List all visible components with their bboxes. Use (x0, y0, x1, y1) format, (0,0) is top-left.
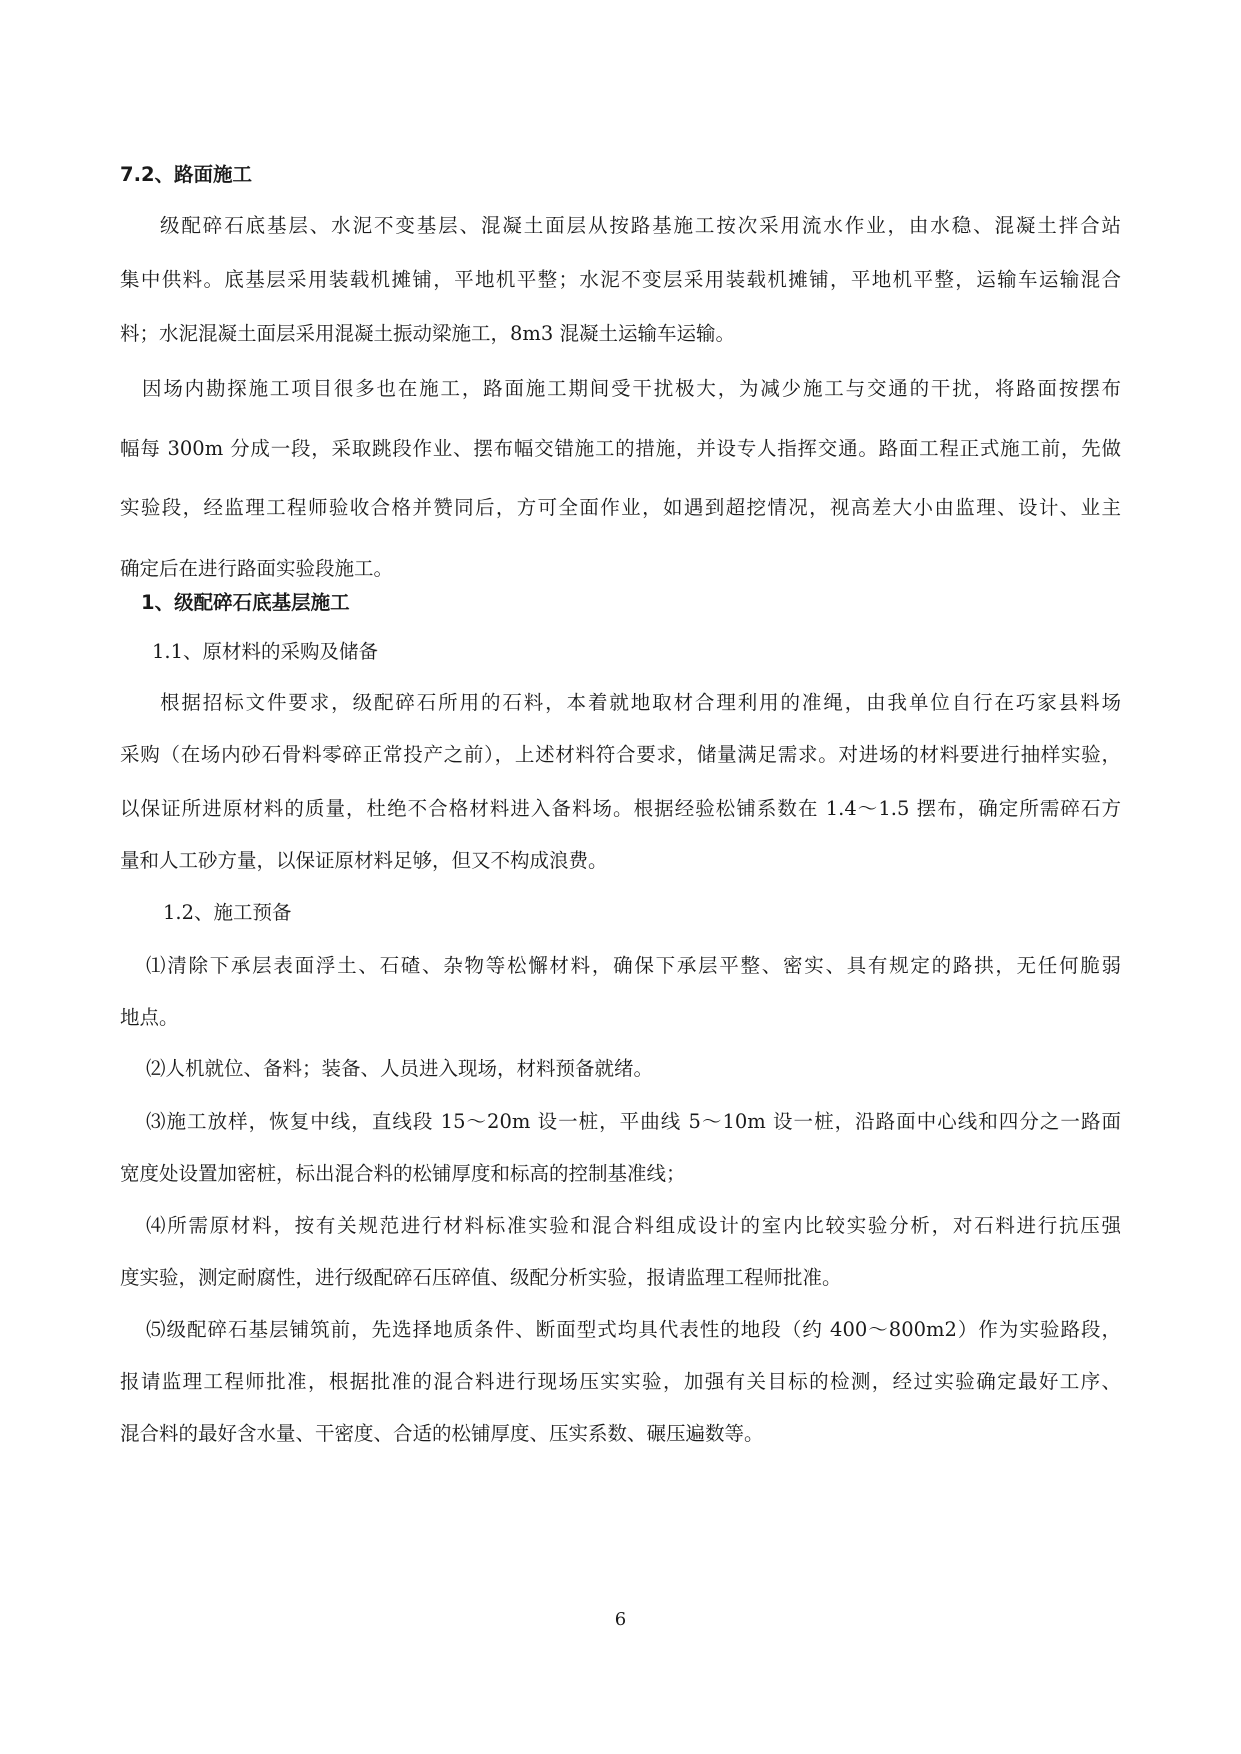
list-item-line: 地点。 (120, 1006, 179, 1029)
sub-heading-1-1: 1.1、原材料的采购及储备 (152, 640, 379, 663)
list-item-line: 混合料的最好含水量、干密度、合适的松铺厚度、压实系数、碾压遍数等。 (120, 1422, 764, 1445)
paragraph-line: 采购（在场内砂石骨料零碎正常投产之前），上述材料符合要求，储量满足需求。对进场的材料要进行抽样实验， (120, 743, 1121, 766)
paragraph-line: 幅每 300m 分成一段，采取跳段作业、摆布幅交错施工的措施，并设专人指挥交通。路面工程正式施工前，先做 (120, 437, 1121, 460)
list-item-line: 度实验，测定耐腐性，进行级配碎石压碎值、级配分析实验，报请监理工程师批准。 (120, 1266, 842, 1289)
paragraph-line: 量和人工砂方量，以保证原材料足够，但又不构成浪费。 (120, 849, 608, 872)
list-item-line: ⑶施工放样，恢复中线，直线段 15～20m 设一桩，平曲线 5～10m 设一桩，沿路面中心线和四分之一路面 (146, 1110, 1121, 1133)
paragraph-line: 集中供料。底基层采用装载机摊铺，平地机平整；水泥不变层采用装载机摊铺，平地机平整，运输车运输混合 (120, 268, 1121, 291)
page-number: 6 (614, 1609, 627, 1630)
list-item-line: ⑴清除下承层表面浮土、石碴、杂物等松懈材料，确保下承层平整、密实、具有规定的路拱，无任何脆弱 (146, 954, 1121, 977)
subheading: 1、级配碎石底基层施工 (141, 591, 350, 614)
list-item-line: ⑵人机就位、备料；装备、人员进入现场，材料预备就绪。 (146, 1057, 654, 1080)
paragraph-line: 确定后在进行路面实验段施工。 (120, 557, 394, 580)
paragraph-line: 实验段，经监理工程师验收合格并赞同后，方可全面作业，如遇到超挖情况，视高差大小由监理、设计、业主 (120, 496, 1121, 519)
list-item-line: 报请监理工程师批准，根据批准的混合料进行现场压实实验，加强有关目标的检测，经过实验确定最好工序、 (120, 1370, 1121, 1393)
sub-heading-1-2: 1.2、施工预备 (163, 901, 292, 924)
list-item-line: ⑷所需原材料，按有关规范进行材料标准实验和混合料组成设计的室内比较实验分析，对石料进行抗压强 (146, 1214, 1121, 1237)
list-item-line: 宽度处设置加密桩，标出混合料的松铺厚度和标高的控制基准线； (120, 1162, 686, 1185)
paragraph-line: 以保证所进原材料的质量，杜绝不合格材料进入备料场。根据经验松铺系数在 1.4～1.5 摆布，确定所需碎石方 (120, 797, 1121, 820)
list-item-line: ⑸级配碎石基层铺筑前，先选择地质条件、断面型式均具代表性的地段（约 400～800m2）作为实验路段， (146, 1318, 1121, 1341)
paragraph-line: 根据招标文件要求，级配碎石所用的石料，本着就地取材合理利用的准绳，由我单位自行在巧家县料场 (160, 691, 1121, 714)
section-title: 7.2、路面施工 (120, 163, 253, 186)
paragraph-line: 因场内勘探施工项目很多也在施工，路面施工期间受干扰极大，为减少施工与交通的干扰，将路面按摆布 (142, 377, 1121, 400)
paragraph-line: 料；水泥混凝土面层采用混凝土振动梁施工，8m3 混凝土运输车运输。 (120, 322, 736, 345)
paragraph-line: 级配碎石底基层、水泥不变基层、混凝土面层从按路基施工按次采用流水作业，由水稳、混凝土拌合站 (160, 214, 1121, 237)
